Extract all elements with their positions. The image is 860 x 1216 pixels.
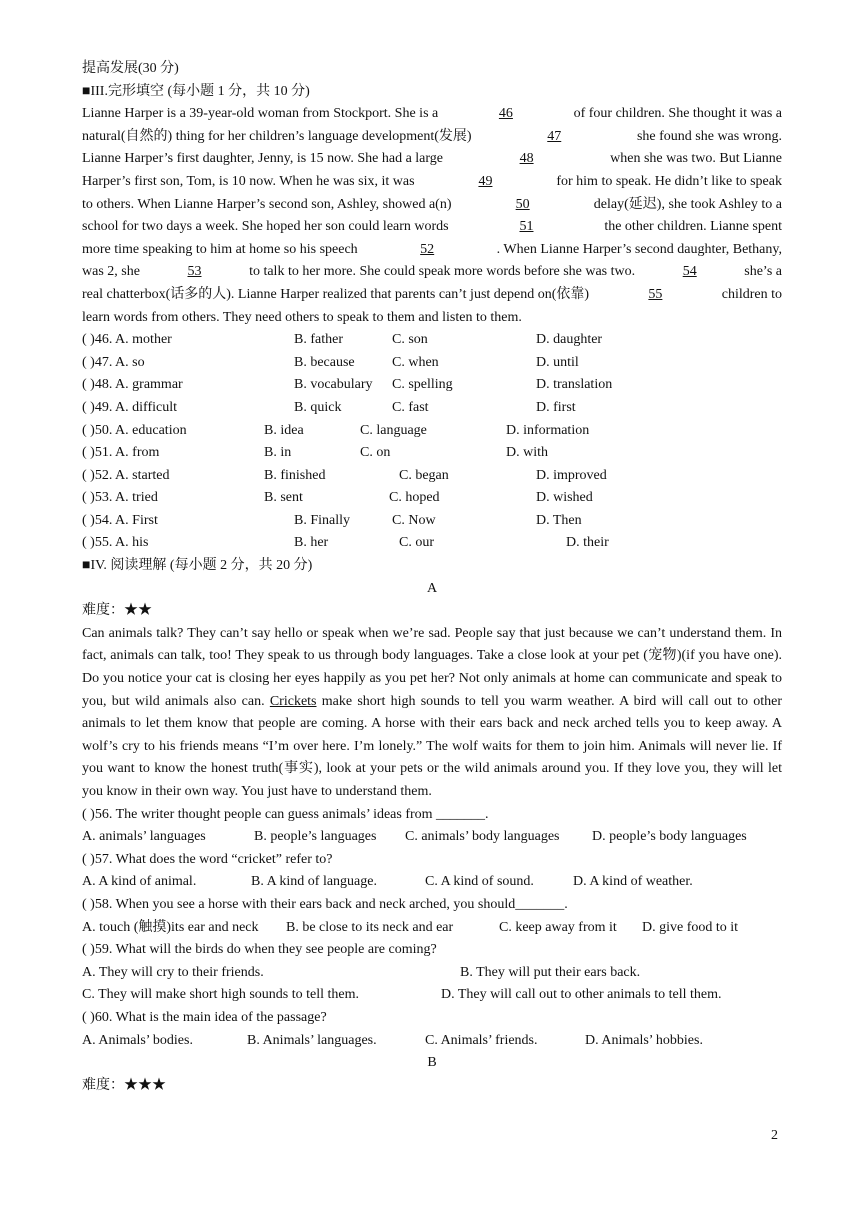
cloze-question-row <box>82 374 782 397</box>
option-c: C. language <box>360 422 427 438</box>
option-b: B. A kind of language. <box>251 874 377 890</box>
cloze-line <box>82 239 782 262</box>
option-d: D. with <box>506 445 548 461</box>
option-b: B. They will put their ears back. <box>460 964 641 980</box>
passage-a: Can animals talk? They can’t say hello or speak when we’re sad. People say that just because we can’t understand them. In fact, animals can talk, too! They speak to us through body languages. Take a close look at your pet (宠物)(if you have one). Do you notice your cat is closing her eyes happily as you pet her? Not only animals at home can communicate and speak to you, but wild animals also can. Crickets make short high sounds to tell you warm weather. A bird will call out to other animals to let them know that people are coming. A horse with their ears back and neck arched tells you to keep away. A wolf’s cry to his friends means “I’m over here. I’m lonely.” The wolf waits for them to join him. Animals will never lie. If you want to know the honest truth(事实), look at your pets or the wild animals around you. If they love you, they will let you know in their own way. You just have to understand them. <box>82 625 783 799</box>
option-d: D. their <box>566 535 609 551</box>
cloze-text: delay(延迟), she took Ashley to a <box>593 196 782 212</box>
option-b: B. because <box>294 354 355 370</box>
question-stem-option-a: ( )50. A. education <box>82 422 187 438</box>
option-c: C. on <box>360 445 391 461</box>
option-d: D. first <box>536 399 576 415</box>
cloze-text: natural(自然的) thing for her children’s language development(发展) <box>82 128 472 144</box>
option-b: B. finished <box>264 467 326 483</box>
q57-options <box>82 871 782 894</box>
option-b: B. people’s languages <box>254 829 377 845</box>
passage-a-label: A <box>426 580 438 596</box>
blank-49: 49 <box>478 173 493 189</box>
option-c: C. keep away from it <box>499 919 617 935</box>
cloze-line <box>82 261 782 284</box>
cloze-heading: ■III.完形填空 (每小题 1 分，共 10 分) <box>82 83 310 99</box>
q58-options <box>82 917 782 940</box>
question-58: ( )58. When you see a horse with their ears back and neck arched, you should_______. <box>82 896 568 912</box>
blank-46: 46 <box>498 106 513 122</box>
difficulty-a: 难度：★★ <box>82 603 152 619</box>
option-b: B. vocabulary <box>294 377 373 393</box>
q60-options <box>82 1030 782 1053</box>
cloze-line <box>82 103 782 126</box>
option-d: D. until <box>536 354 579 370</box>
option-b: B. idea <box>264 422 304 438</box>
q59-options-row1 <box>82 962 782 985</box>
cloze-line <box>82 284 782 307</box>
option-c: C. A kind of sound. <box>425 874 534 890</box>
cloze-text: Lianne Harper’s first daughter, Jenny, is 15 now. She had a large <box>82 151 444 167</box>
cloze-text: she found she was wrong. <box>636 128 782 144</box>
cloze-passage <box>82 103 782 329</box>
option-b: B. Animals’ languages. <box>247 1032 377 1048</box>
option-d: D. translation <box>536 377 613 393</box>
option-b: B. her <box>294 535 329 551</box>
cloze-line <box>82 307 782 330</box>
crickets-word: Crickets <box>269 693 317 709</box>
question-56: ( )56. The writer thought people can guess animals’ ideas from _______. <box>82 806 489 822</box>
option-c: C. fast <box>392 399 429 415</box>
cloze-question-row <box>82 397 782 420</box>
cloze-text: when she was two. But Lianne <box>610 151 782 167</box>
cloze-question-row <box>82 465 782 488</box>
cloze-text: more time speaking to him at home so his speech <box>82 241 358 257</box>
question-stem-option-a: ( )54. A. First <box>82 512 158 528</box>
cloze-question-row <box>82 420 782 443</box>
option-d: D. give food to it <box>642 919 739 935</box>
question-57: ( )57. What does the word “cricket” refer to? <box>82 851 333 867</box>
cloze-question-row <box>82 487 782 510</box>
question-stem-option-a: ( )49. A. difficult <box>82 399 178 415</box>
blank-52: 52 <box>420 241 435 257</box>
option-a: A. Animals’ bodies. <box>82 1032 193 1048</box>
option-c: C. hoped <box>389 490 440 506</box>
option-c: C. our <box>399 535 434 551</box>
question-stem-option-a: ( )46. A. mother <box>82 332 172 348</box>
blank-54: 54 <box>682 264 697 280</box>
difficulty-b: 难度：★★★ <box>82 1077 166 1093</box>
question-stem-option-a: ( )47. A. so <box>82 354 145 370</box>
option-d: D. Then <box>536 512 582 528</box>
cloze-text: was 2, she <box>82 264 140 280</box>
passage-b-label: B <box>427 1055 437 1071</box>
cloze-text: she’s a <box>744 264 782 280</box>
cloze-question-row <box>82 510 782 533</box>
cloze-line <box>82 171 782 194</box>
option-c: C. son <box>392 332 428 348</box>
question-stem-option-a: ( )51. A. from <box>82 445 160 461</box>
option-c: C. animals’ body languages <box>405 829 560 845</box>
cloze-questions <box>82 329 782 555</box>
blank-55: 55 <box>648 286 663 302</box>
option-d: D. improved <box>536 467 607 483</box>
section-title: 提高发展(30 分) <box>82 61 179 76</box>
page-number: 2 <box>771 1128 778 1143</box>
cloze-line <box>82 216 782 239</box>
blank-47: 47 <box>547 128 562 144</box>
option-d: D. information <box>506 422 590 438</box>
option-a: A. They will cry to their friends. <box>82 964 264 980</box>
option-d: D. Animals’ hobbies. <box>585 1032 703 1048</box>
option-d: D. They will call out to other animals to tell them. <box>441 987 722 1003</box>
cloze-text: for him to speak. He didn’t like to speak <box>556 173 782 189</box>
cloze-text: to talk to her more. She could speak more words before she was two. <box>249 264 636 280</box>
question-59: ( )59. What will the birds do when they see people are coming? <box>82 942 437 958</box>
cloze-line <box>82 148 782 171</box>
document-page <box>82 58 782 1097</box>
cloze-text: children to <box>721 286 782 302</box>
cloze-line <box>82 194 782 217</box>
cloze-text: Lianne Harper is a 39-year-old woman from Stockport. She is a <box>82 106 439 122</box>
option-b: B. quick <box>294 399 342 415</box>
option-a: A. A kind of animal. <box>82 874 197 890</box>
q59-options-row2 <box>82 984 782 1007</box>
blank-51: 51 <box>519 219 534 235</box>
cloze-text: learn words from others. They need others to speak to them and listen to them. <box>82 309 522 325</box>
option-d: D. people’s body languages <box>592 829 747 845</box>
cloze-text: . When Lianne Harper’s second daughter, Bethany, <box>496 241 782 257</box>
option-c: C. They will make short high sounds to tell them. <box>82 987 359 1003</box>
cloze-text: Harper’s first son, Tom, is 10 now. When he was six, it was <box>82 173 415 189</box>
cloze-text: to others. When Lianne Harper’s second son, Ashley, showed a(n) <box>82 196 452 212</box>
option-c: C. spelling <box>392 377 453 393</box>
cloze-text: the other children. Lianne spent <box>604 219 782 235</box>
q56-options <box>82 826 782 849</box>
option-a: A. animals’ languages <box>82 829 206 845</box>
cloze-question-row <box>82 442 782 465</box>
option-b: B. sent <box>264 490 303 506</box>
cloze-text: school for two days a week. She hoped her son could learn words <box>82 219 449 235</box>
cloze-text: real chatterbox(话多的人). Lianne Harper realized that parents can’t just depend on(依靠) <box>82 286 590 302</box>
option-b: B. father <box>294 332 343 348</box>
question-stem-option-a: ( )55. A. his <box>82 535 149 551</box>
cloze-line <box>82 126 782 149</box>
option-c: C. when <box>392 354 439 370</box>
question-stem-option-a: ( )52. A. started <box>82 467 170 483</box>
cloze-question-row <box>82 329 782 352</box>
question-stem-option-a: ( )48. A. grammar <box>82 377 183 393</box>
option-d: D. A kind of weather. <box>573 874 693 890</box>
blank-48: 48 <box>519 151 534 167</box>
option-d: D. wished <box>536 490 593 506</box>
option-a: A. touch (触摸)its ear and neck <box>82 919 259 935</box>
option-c: C. began <box>399 467 449 483</box>
question-stem-option-a: ( )53. A. tried <box>82 490 158 506</box>
reading-heading: ■IV. 阅读理解 (每小题 2 分，共 20 分) <box>82 558 313 574</box>
option-b: B. Finally <box>294 512 351 528</box>
option-d: D. daughter <box>536 332 603 348</box>
cloze-text: of four children. She thought it was a <box>573 106 782 122</box>
question-60: ( )60. What is the main idea of the passage? <box>82 1009 327 1025</box>
cloze-question-row <box>82 532 782 555</box>
blank-53: 53 <box>187 264 202 280</box>
option-b: B. be close to its neck and ear <box>286 919 454 935</box>
option-c: C. Animals’ friends. <box>425 1032 538 1048</box>
option-b: B. in <box>264 445 292 461</box>
option-c: C. Now <box>392 512 436 528</box>
cloze-question-row <box>82 352 782 375</box>
blank-50: 50 <box>515 196 530 212</box>
